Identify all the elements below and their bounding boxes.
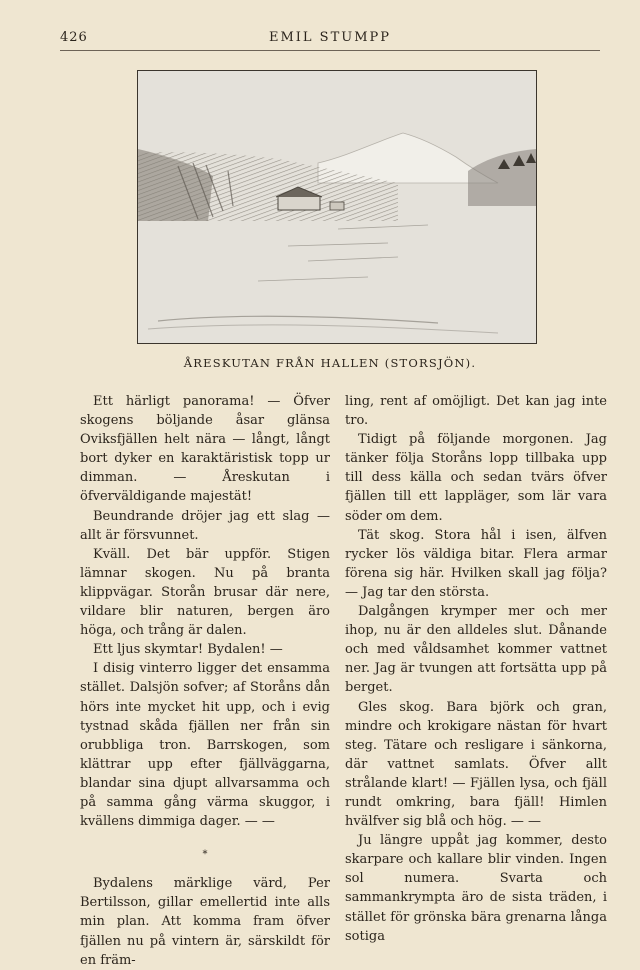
landscape-sketch (138, 71, 536, 343)
paragraph: Ett ljus skymtar! Bydalen! — (93, 642, 283, 658)
section-break: * (202, 849, 208, 861)
illustration-plate (137, 70, 537, 344)
paragraph: Gles skog. Bara björk och gran, mindre och krokigare nästan för hvart steg. Tätare och resligare i sänkorna, där vattnet samlats. Öfver allt strålande klart! — Fjällen lysa, och fjäll rundt omkring, bara fjäll! Himlen hvälfver sig blå och hög. — — (345, 699, 607, 830)
paragraph: Dalgången krymper mer och mer ihop, nu är den alldeles slut. Dånande och med våldsamhet kommer vattnet ner. Jag är tvungen att fortsätta upp på berget. (345, 604, 607, 696)
paragraph: Ett härligt panorama! — Öfver skogens böljande åsar glänsa Oviksfjällen helt nära — långt, långt bort dyker en karaktäristisk topp ur dimman. — Åreskutan i öfverväldigande majestät! (80, 394, 330, 505)
paragraph: Bydalens märklige värd, Per Bertilsson, gillar emellertid inte alls min plan. Att komma fram öfver fjällen nu på vintern är, särskildt för en främ- (80, 876, 330, 968)
running-title: EMIL STUMPP (268, 30, 392, 45)
paragraph-continuation: ling, rent af omöjligt. Det kan jag inte tro. (345, 394, 607, 429)
page-header (60, 30, 600, 50)
page-number: 426 (60, 30, 88, 45)
paragraph: Beundrande dröjer jag ett slag — allt är försvunnet. (80, 508, 330, 543)
paragraph: Tät skog. Stora hål i isen, älfven rycker lös väldiga bitar. Flera armar förena sig här. Hvilken skall jag följa? — Jag tar den största. (345, 527, 607, 600)
paragraph: Ju längre uppåt jag kommer, desto skarpare och kallare blir vinden. Ingen sol numera. Svarta och sammankrympta äro de sista träden, i stället för grönska bära grenarna långa sotiga (345, 833, 607, 944)
header-rule (60, 50, 600, 51)
paragraph: Kväll. Det bär uppför. Stigen lämnar skogen. Nu på branta klippvägar. Storån brusar där nere, vildare blir naturen, bergen äro höga, och trång är dalen. (80, 546, 330, 639)
left-column (80, 392, 330, 970)
paragraph: Tidigt på följande morgonen. Jag tänker följa Storåns lopp tillbaka upp till dess källa och sedan tvärs öfver fjällen till ett lappläger, som lär vara söder om dem. (345, 432, 607, 524)
plate-caption: ÅRESKUTAN FRÅN HALLEN (STORSJÖN). (183, 356, 477, 370)
right-column (345, 392, 607, 946)
paragraph: I disig vinterro ligger det ensamma stället. Dalsjön sofver; af Storåns dån hörs inte mycket hit upp, och i evig tystnad skåda fjällen ner från sin orubbliga tron. Barrskogen, som klättrar upp efter fjällväggarna, blandar sina djupt allvarsamma och på samma gång värma skuggor, i kvällens dimmiga dager. — — (80, 661, 330, 830)
